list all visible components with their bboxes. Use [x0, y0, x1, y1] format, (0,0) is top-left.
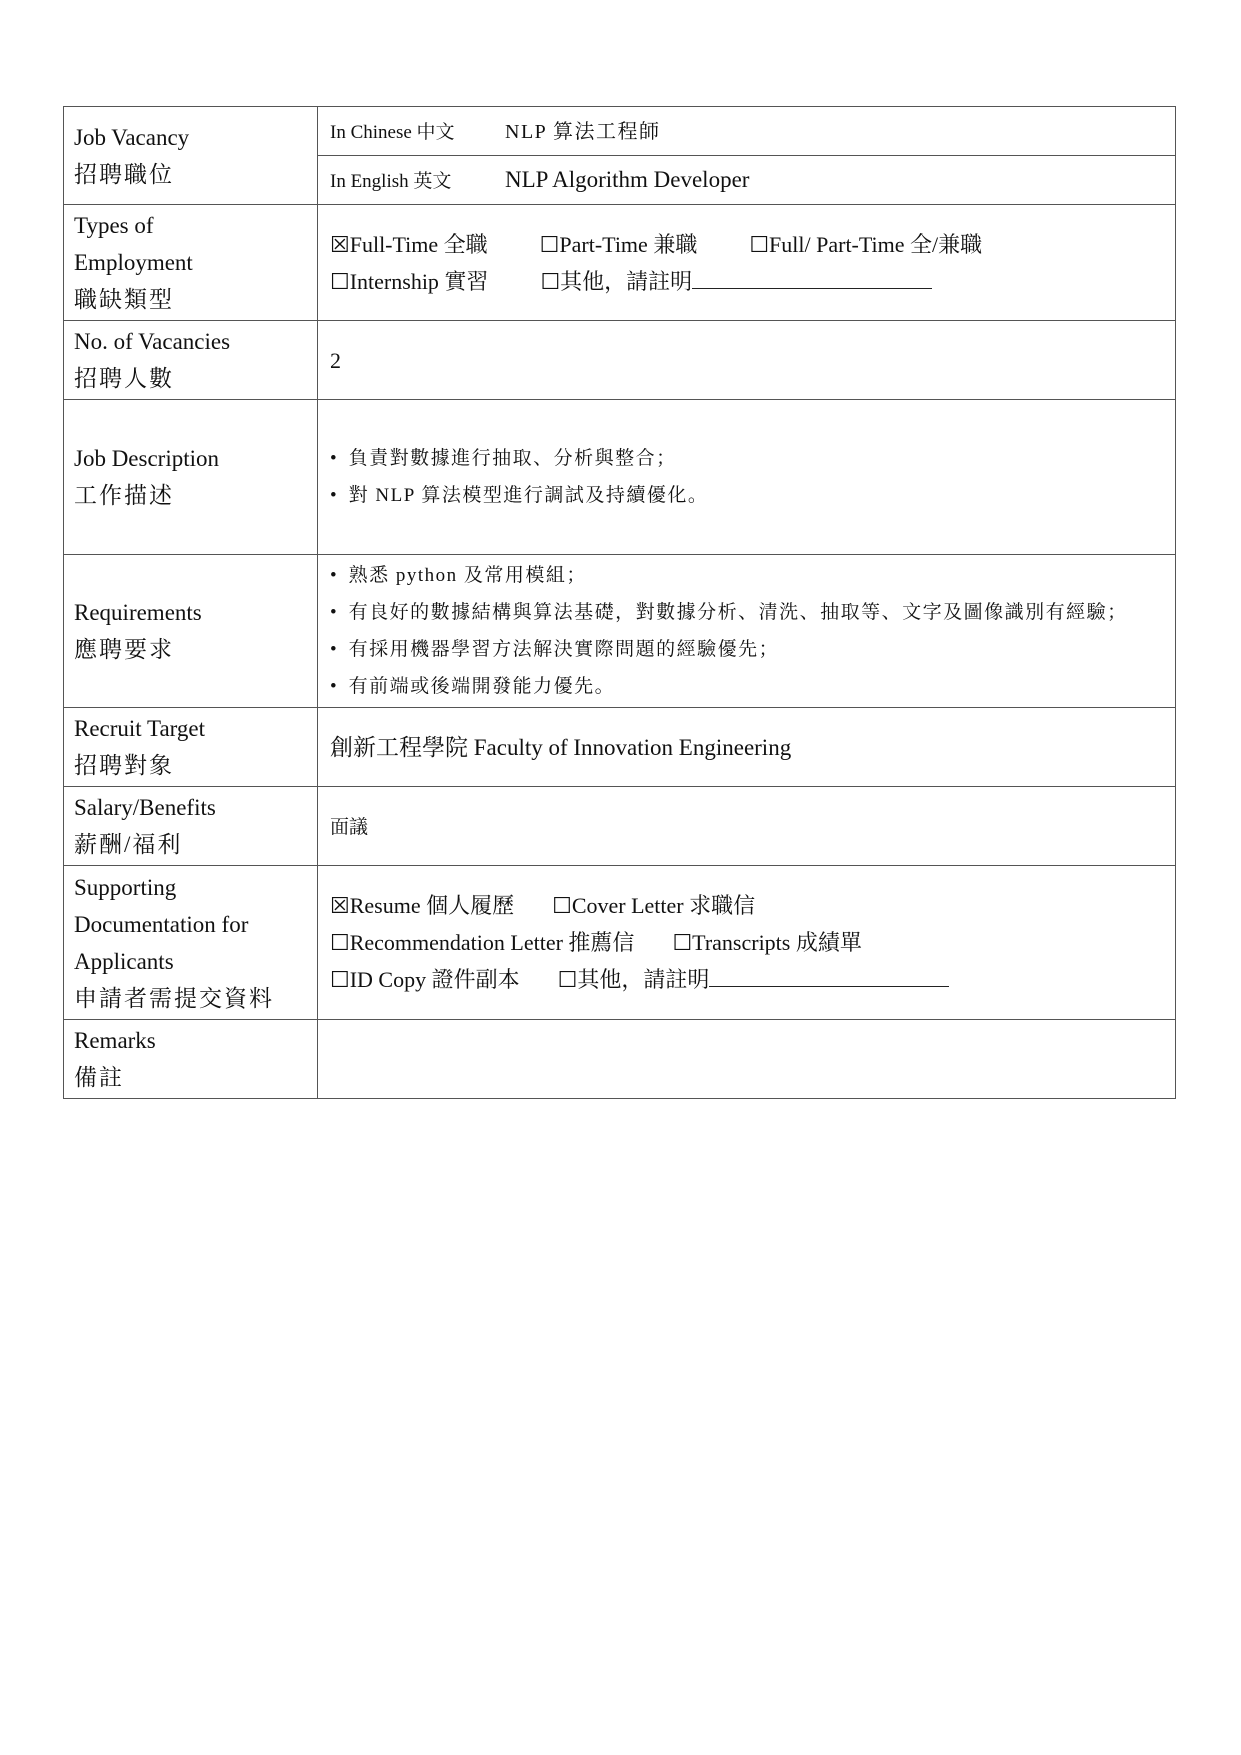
vacancies-row — [64, 321, 1176, 400]
requirements-list — [330, 557, 1163, 705]
salary-label-zh: 薪酬/福利 — [74, 832, 183, 857]
requirement-item: • 有前端或後端開發能力優先。 — [330, 668, 1163, 705]
requirement-item: • 熟悉 python 及常用模組； — [330, 557, 1163, 594]
job-description-label-cell — [64, 400, 318, 555]
vacancies-label-cell — [64, 321, 318, 400]
salary-label-cell — [64, 787, 318, 866]
job-vacancy-label-zh: 招聘職位 — [74, 161, 174, 187]
chinese-label: In Chinese 中文 — [330, 121, 455, 143]
job-vacancy-label-cell — [64, 107, 318, 205]
recruit-target-label-zh: 招聘對象 — [74, 753, 174, 778]
requirement-item: • 有採用機器學習方法解決實際問題的經驗優先； — [330, 631, 1163, 668]
requirements-label-cell — [64, 555, 318, 708]
recruit-target-row — [64, 708, 1176, 787]
job-title-english-cell — [318, 156, 1176, 205]
employment-types-row — [64, 205, 1176, 321]
remarks-value-cell[interactable] — [318, 1020, 1176, 1099]
other-documentation-blank[interactable] — [709, 964, 949, 987]
documentation-label-zh: 申請者需提交資料 — [74, 985, 274, 1011]
full-time-checkbox[interactable]: ☒Full-Time 全職 — [330, 231, 488, 257]
remarks-row — [64, 1020, 1176, 1099]
job-description-item: • 負責對數據進行抽取、分析與整合； — [330, 440, 1163, 477]
documentation-options-cell — [318, 866, 1176, 1020]
cover-letter-checkbox[interactable]: ☐Cover Letter 求職信 — [552, 893, 756, 918]
salary-row — [64, 787, 1176, 866]
other-documentation-checkbox[interactable]: ☐其他，請註明 — [557, 967, 710, 992]
job-description-row — [64, 400, 1176, 555]
job-description-label-en: Job Description — [74, 446, 220, 471]
vacancies-label-zh: 招聘人數 — [74, 366, 174, 391]
job-title-chinese-cell — [318, 107, 1176, 156]
recruit-target-label-cell — [64, 708, 318, 787]
id-copy-checkbox[interactable]: ☐ID Copy 證件副本 — [330, 967, 520, 992]
requirements-cell — [318, 555, 1176, 708]
transcripts-checkbox[interactable]: ☐Transcripts 成績單 — [672, 930, 862, 955]
full-part-time-checkbox[interactable]: ☐Full/ Part-Time 全/兼職 — [749, 231, 983, 257]
documentation-options-line-3 — [330, 961, 1163, 998]
employment-types-label-en-2: Employment — [74, 250, 193, 275]
job-description-list — [330, 440, 1163, 514]
job-description-label-zh: 工作描述 — [74, 483, 174, 508]
vacancies-value: 2 — [330, 347, 341, 373]
remarks-label-en: Remarks — [74, 1028, 156, 1053]
job-description-item: • 對 NLP 算法模型進行調試及持續優化。 — [330, 477, 1163, 514]
salary-label-en: Salary/Benefits — [74, 795, 216, 820]
requirements-label-zh: 應聘要求 — [74, 637, 174, 662]
salary-value: 面議 — [330, 816, 369, 838]
requirement-item: • 有良好的數據結構與算法基礎，對數據分析、清洗、抽取等、文字及圖像識別有經驗； — [330, 594, 1163, 631]
documentation-label-en-2: Documentation for — [74, 911, 249, 937]
job-vacancy-label-en: Job Vacancy — [74, 124, 190, 150]
documentation-label-en-1: Supporting — [74, 874, 177, 900]
recruit-target-cell — [318, 708, 1176, 787]
internship-checkbox[interactable]: ☐Internship 實習 — [330, 268, 489, 294]
remarks-label-cell — [64, 1020, 318, 1099]
employment-options-line-1 — [330, 226, 1163, 263]
job-title-english: NLP Algorithm Developer — [505, 166, 750, 192]
part-time-checkbox[interactable]: ☐Part-Time 兼職 — [539, 231, 698, 257]
employment-types-label-cell — [64, 205, 318, 321]
requirements-label-en: Requirements — [74, 600, 202, 625]
recommendation-letter-checkbox[interactable]: ☐Recommendation Letter 推薦信 — [330, 930, 635, 955]
documentation-options-line-2 — [330, 924, 1163, 961]
other-employment-blank[interactable] — [692, 266, 932, 289]
documentation-options-line-1 — [330, 887, 1163, 924]
documentation-label-cell — [64, 866, 318, 1020]
employment-types-options-cell — [318, 205, 1176, 321]
recruit-target-label-en: Recruit Target — [74, 716, 206, 741]
job-posting-form — [63, 106, 1176, 1099]
english-label: In English 英文 — [330, 170, 452, 192]
recruit-target-value: 創新工程學院 Faculty of Innovation Engineering — [330, 734, 792, 760]
vacancies-label-en: No. of Vacancies — [74, 329, 231, 354]
vacancies-value-cell — [318, 321, 1176, 400]
remarks-label-zh: 備註 — [74, 1065, 124, 1090]
requirements-row — [64, 555, 1176, 708]
employment-types-label-zh: 職缺類型 — [74, 287, 174, 312]
job-title-chinese: NLP 算法工程師 — [505, 120, 661, 143]
documentation-label-en-3: Applicants — [74, 948, 174, 974]
salary-cell — [318, 787, 1176, 866]
job-vacancy-row — [64, 107, 1176, 156]
employment-options-line-2 — [330, 263, 1163, 300]
job-description-cell — [318, 400, 1176, 555]
resume-checkbox[interactable]: ☒Resume 個人履歷 — [330, 893, 515, 918]
other-employment-checkbox[interactable]: ☐其他，請註明 — [540, 268, 693, 294]
employment-types-label-en-1: Types of — [74, 213, 154, 238]
documentation-row — [64, 866, 1176, 1020]
